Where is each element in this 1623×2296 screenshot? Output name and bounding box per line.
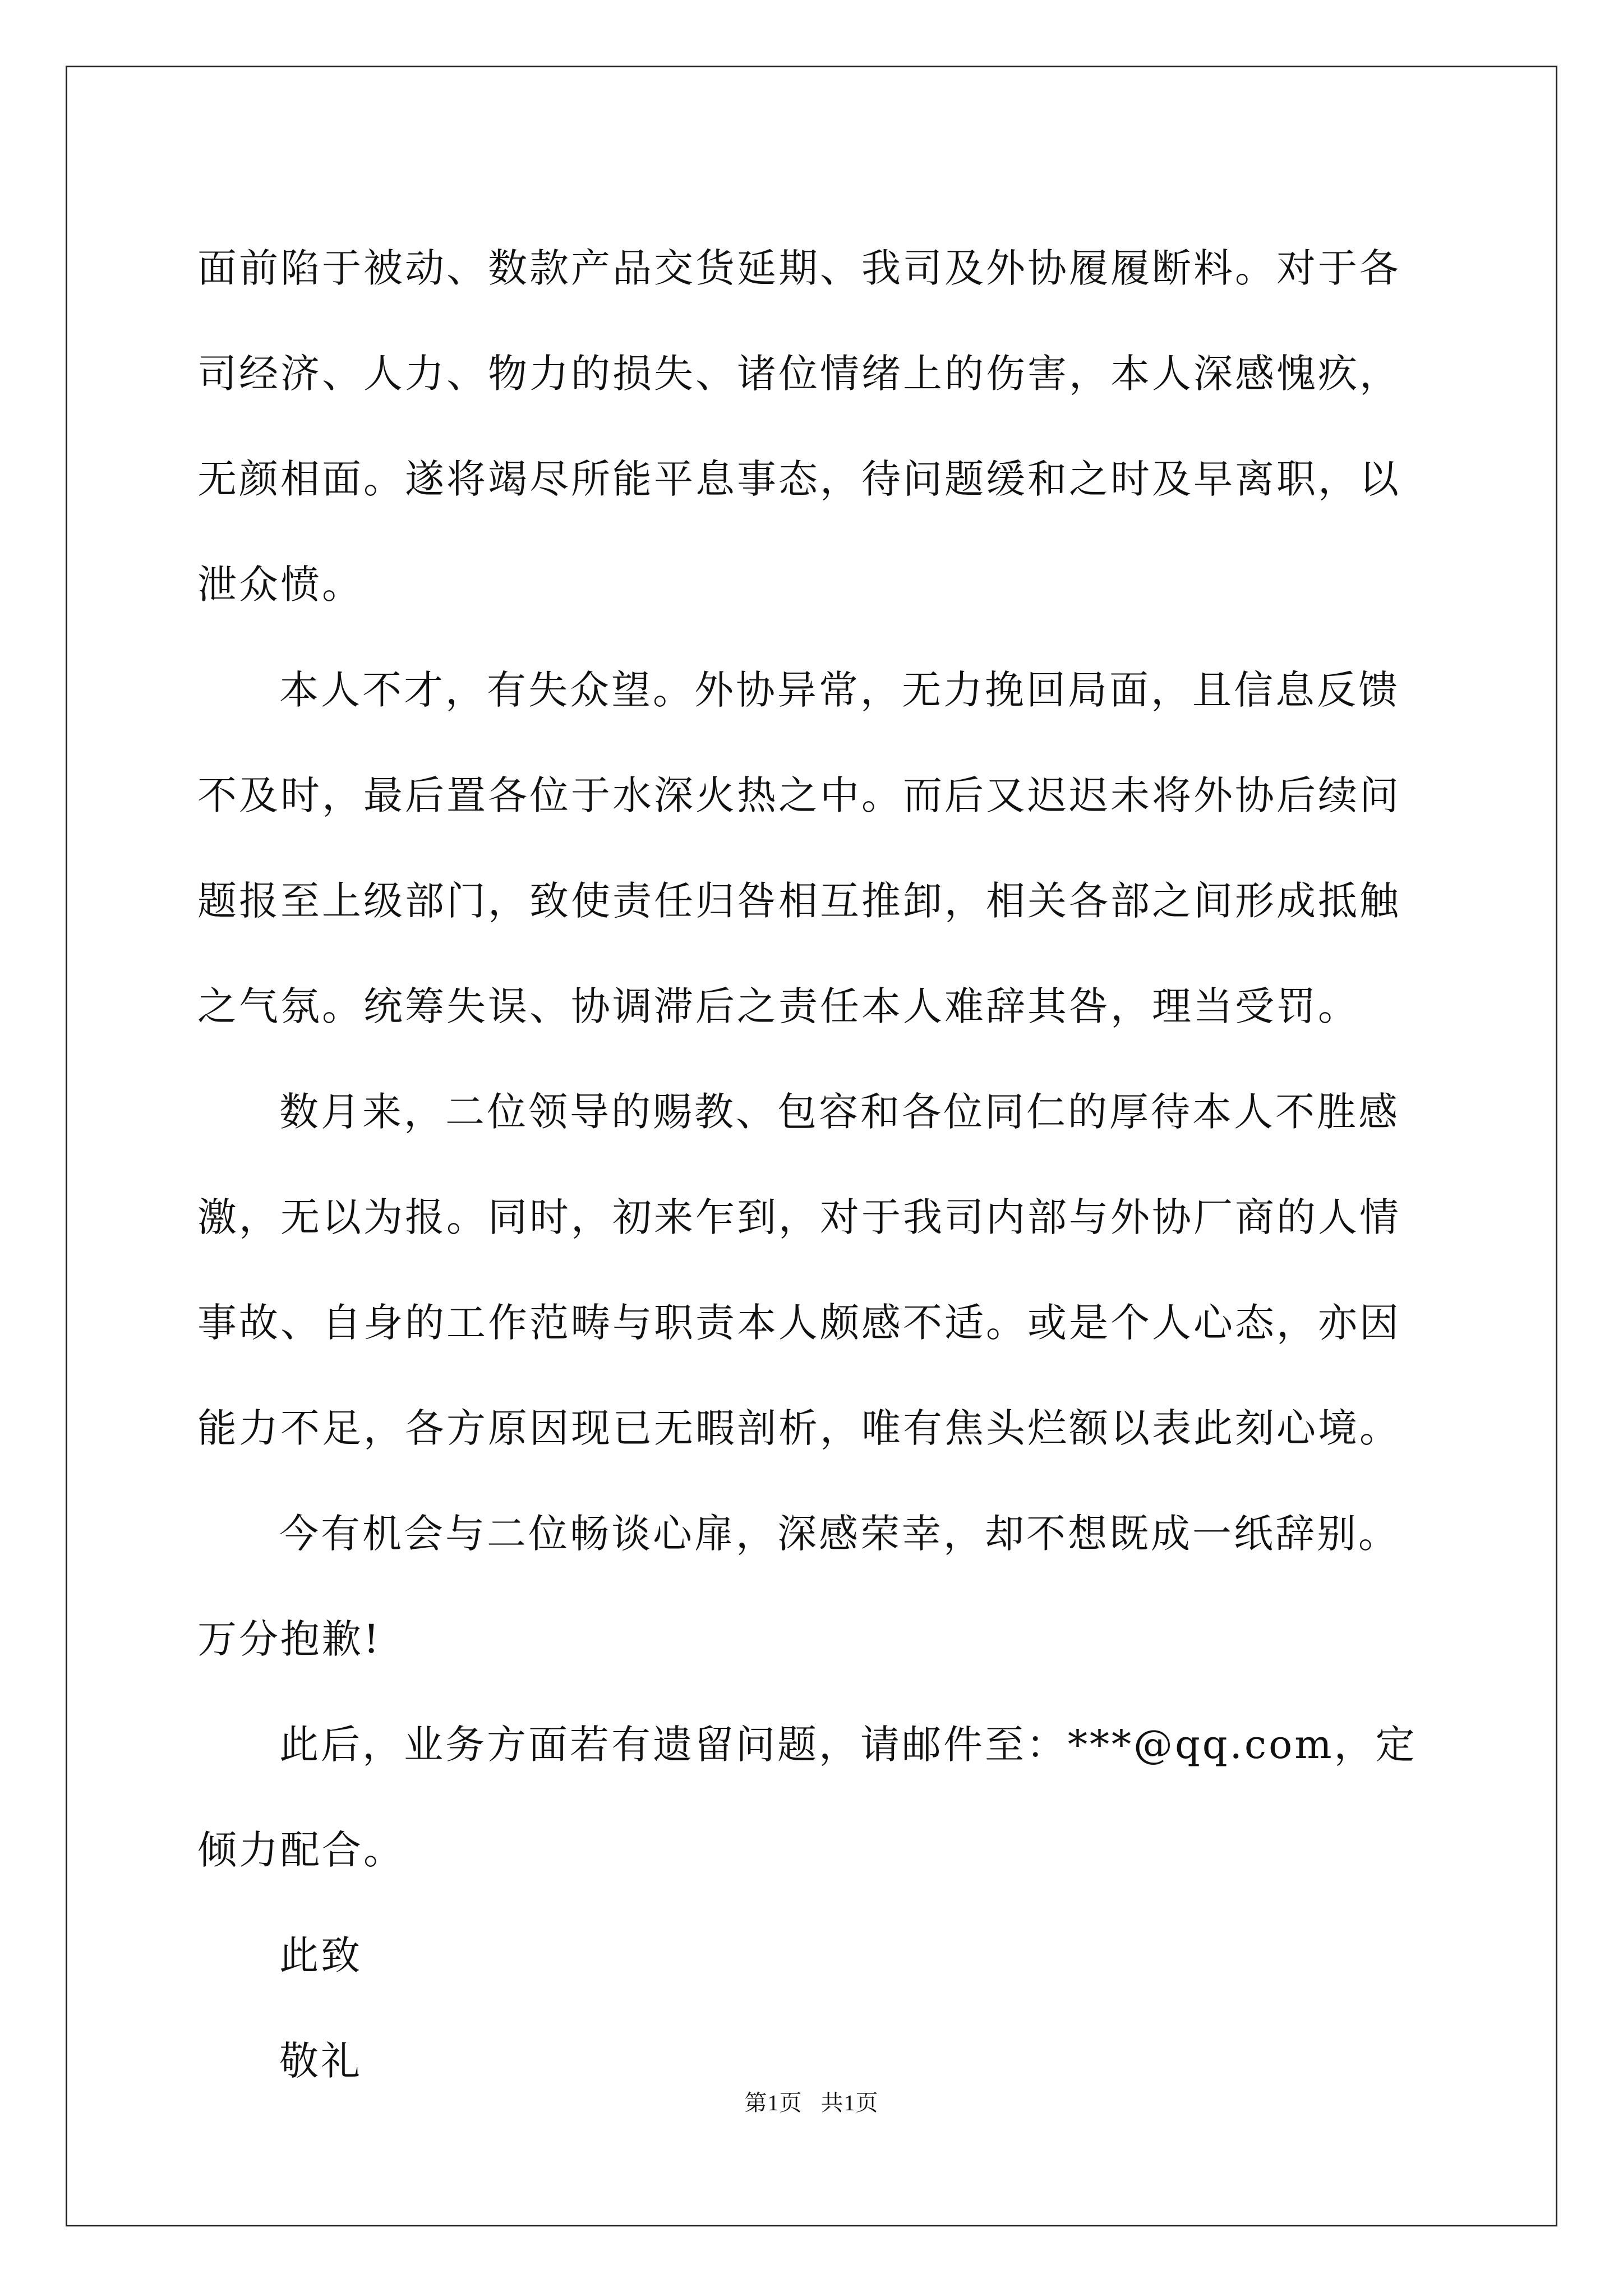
paragraph-1: 面前陷于被动、数款产品交货延期、我司及外协履履断料。对于各司经济、人力、物力的损失、诸位情绪上的伤害，本人深感愧疚，无颜相面。遂将竭尽所能平息事态，待问题缓和之时及早离职，以泄众愤。 [197,245,1401,608]
document-body [197,215,1433,2114]
closing-salutation: 此致 [279,1932,362,1978]
paragraph-4: 今有机会与二位畅谈心扉，深感荣幸，却不想既成一纸辞别。万分抱歉! [197,1511,1400,1662]
paragraph-3: 数月来，二位领导的赐教、包容和各位同仁的厚待本人不胜感激，无以为报。同时，初来乍到，对于我司内部与外协厂商的人情事故、自身的工作范畴与职责本人颇感不适。或是个人心态，亦因能力不足，各方原因现已无暇剖析，唯有焦头烂额以表此刻心境。 [197,1089,1401,1451]
page-number-footer: 第1页 共1页 [744,2090,879,2115]
paragraph-2: 本人不才，有失众望。外协异常，无力挽回局面，且信息反馈不及时，最后置各位于水深火热之中。而后又迟迟未将外协后续问题报至上级部门，致使责任归咎相互推卸，相关各部之间形成抵触之气氛。统筹失误、协调滞后之责任本人难辞其咎，理当受罚。 [197,667,1401,1029]
paragraph-5: 此后，业务方面若有遗留问题，请邮件至：***@qq.com，定倾力配合。 [197,1722,1417,1873]
closing-regards: 敬礼 [279,2038,362,2084]
